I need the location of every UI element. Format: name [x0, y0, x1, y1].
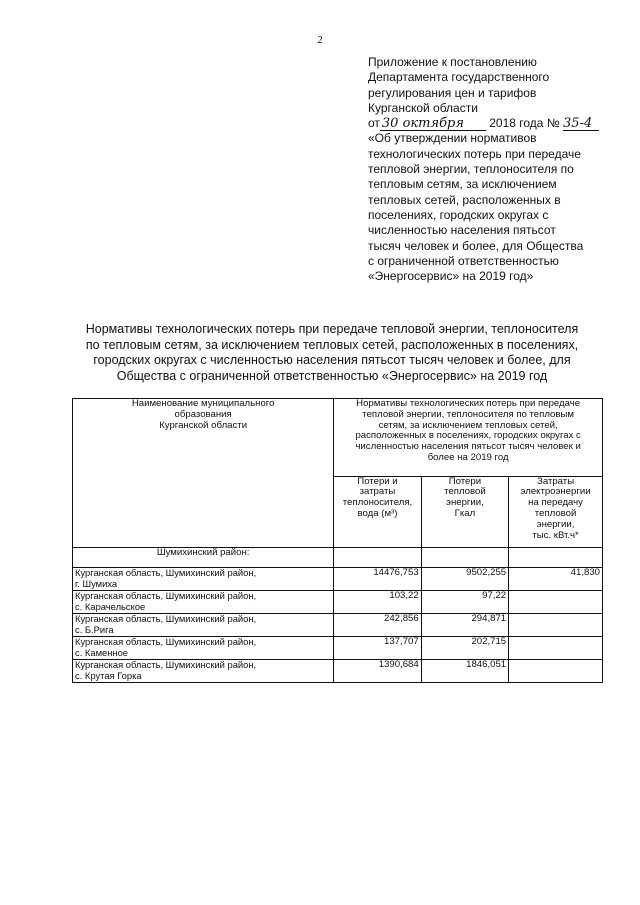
subject-line: тепловой энергии, теплоносителя по	[368, 162, 574, 177]
norms-table	[72, 398, 603, 683]
subject-line: тысяч человек и более, для Общества	[368, 238, 584, 253]
electricity-value	[509, 614, 603, 637]
table-row	[73, 637, 603, 660]
subject-line: численностью населения пятьсот	[368, 223, 556, 238]
title-line: городских округах с численностью населения пятьсот тысяч человек и более, для	[93, 353, 571, 367]
municipality-cell: Курганская область, Шумихинский район, с. Б.Рига	[73, 614, 334, 637]
electricity-value	[509, 591, 603, 614]
date-prefix: от	[368, 116, 380, 131]
water-value: 1390,684	[334, 660, 421, 683]
subject-line: тепловых сетей, расположенных в	[368, 192, 561, 207]
table-row	[73, 660, 603, 683]
year-text: 2018 года №	[489, 116, 560, 131]
document-title	[70, 322, 594, 384]
district-row	[73, 548, 603, 568]
water-value: 137,707	[334, 637, 421, 660]
appendix-line: Приложение к постановлению	[368, 55, 537, 69]
header-heat-losses: Потери тепловой энергии, Гкал	[421, 476, 508, 547]
heat-value: 97,22	[421, 591, 508, 614]
handwritten-date: 30 октября	[380, 117, 486, 131]
appendix-line: регулирования цен и тарифов	[368, 85, 537, 100]
subject-line: «Энергосервис» на 2019 год»	[368, 269, 534, 284]
subject-line: «Об утверждении нормативов	[368, 131, 537, 146]
header-norms-group: Нормативы технологических потерь при передаче тепловой энергии, теплоносителя по тепловым сетям, за исключением тепловых сетей, расположенных в поселениях, городских округах с численностью населения пятьсот тысяч человек и более на 2019 год	[334, 399, 603, 477]
title-line: по тепловым сетям, за исключением тепловых сетей, расположенных в поселениях,	[85, 337, 579, 352]
municipality-cell: Курганская область, Шумихинский район, с. Карачельское	[73, 591, 334, 614]
heat-value: 1846,051	[421, 660, 508, 683]
subject-line: поселениях, городских округах с	[368, 207, 549, 222]
title-line: Нормативы технологических потерь при передаче тепловой энергии, теплоносителя	[85, 322, 579, 336]
handwritten-number: 35-4	[563, 117, 599, 131]
municipality-cell: Курганская область, Шумихинский район, с. Крутая Горка	[73, 660, 334, 683]
appendix-block	[368, 55, 618, 284]
municipality-cell: Курганская область, Шумихинский район, с. Каменное	[73, 637, 334, 660]
resolution-date-line	[368, 116, 618, 131]
title-line: Общества с ограниченной ответственностью «Энергосервис» на 2019 год	[116, 368, 548, 383]
table-row	[73, 614, 603, 637]
electricity-value: 41,830	[509, 568, 603, 591]
subject-line: тепловым сетям, за исключением	[368, 177, 557, 192]
district-name: Шумихинский район:	[73, 548, 334, 568]
norms-table-wrapper	[72, 398, 603, 683]
water-value: 242,856	[334, 614, 421, 637]
table-row	[73, 591, 603, 614]
page-number: 2	[317, 34, 323, 46]
water-value: 103,22	[334, 591, 421, 614]
heat-value: 294,871	[421, 614, 508, 637]
header-municipality: Наименование муниципального образования Курганской области	[73, 399, 334, 548]
municipality-cell: Курганская область, Шумихинский район, г. Шумиха	[73, 568, 334, 591]
appendix-line: Департамента государственного	[368, 70, 550, 85]
water-value: 14476,753	[334, 568, 421, 591]
subject-line: с ограниченной ответственностью	[368, 253, 559, 268]
header-electricity-costs: Затраты электроэнергии на передачу тепловой энергии, тыс. кВт.ч*	[509, 476, 603, 547]
heat-value: 9502,255	[421, 568, 508, 591]
header-water-losses: Потери и затраты теплоносителя, вода (м³)	[334, 476, 421, 547]
appendix-line: Курганской области	[368, 100, 478, 115]
electricity-value	[509, 637, 603, 660]
subject-line: технологических потерь при передаче	[368, 146, 581, 161]
heat-value: 202,715	[421, 637, 508, 660]
electricity-value	[509, 660, 603, 683]
table-row	[73, 568, 603, 591]
